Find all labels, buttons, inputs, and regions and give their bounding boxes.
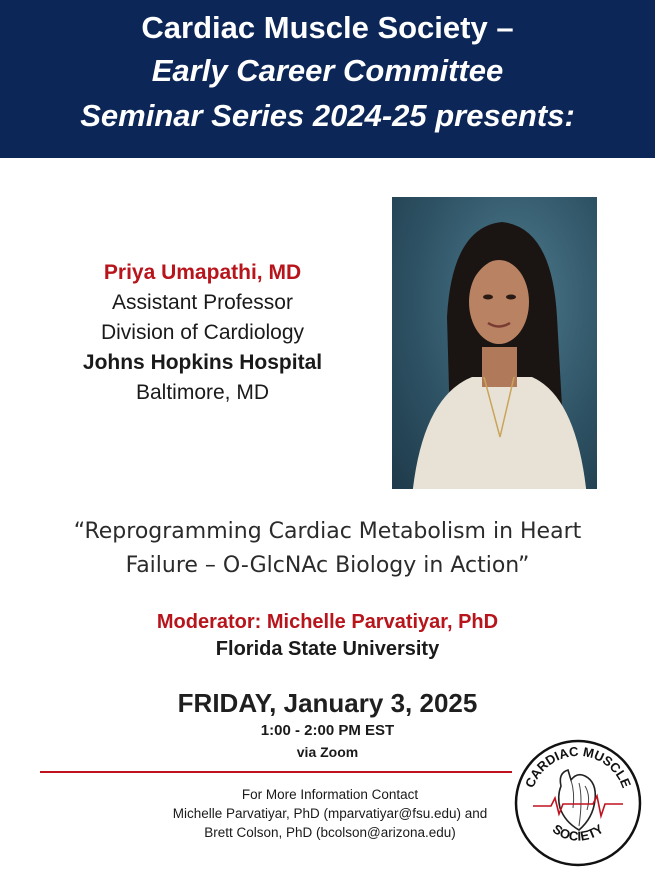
- speaker-division: Division of Cardiology: [100, 321, 305, 344]
- portrait-illustration: [392, 197, 597, 489]
- logo-bottom-text: SOCIETY: [549, 821, 607, 844]
- event-date: FRIDAY, January 3, 2025: [177, 688, 478, 718]
- header-line-3: Seminar Series 2024-25 presents:: [80, 98, 575, 133]
- speaker-photo: [392, 197, 597, 489]
- event-time: 1:00 - 2:00 PM EST: [260, 722, 395, 739]
- talk-title: [20, 515, 635, 583]
- speaker-position: Assistant Professor: [112, 291, 293, 314]
- header-line-2: Early Career Committee: [151, 53, 504, 88]
- talk-title-line-1: “Reprogramming Cardiac Metabolism in Heart: [73, 519, 582, 544]
- moderator-institution: Florida State University: [215, 638, 440, 660]
- contact-line-2: Brett Colson, PhD (bcolson@arizona.edu): [204, 825, 456, 840]
- speaker-info: [40, 258, 365, 408]
- speaker-location: Baltimore, MD: [135, 381, 270, 404]
- event-venue: via Zoom: [296, 744, 359, 760]
- header-banner: [0, 0, 655, 158]
- moderator-info: [0, 609, 655, 663]
- contact-heading: For More Information Contact: [241, 787, 419, 802]
- moderator-name: Moderator: Michelle Parvatiyar, PhD: [156, 611, 499, 633]
- speaker-name: Priya Umapathi, MD: [103, 261, 302, 284]
- contact-line-1: Michelle Parvatiyar, PhD (mparvatiyar@fsu.edu) and: [172, 806, 488, 821]
- talk-title-line-2: Failure – O-GlcNAc Biology in Action”: [125, 553, 530, 578]
- divider-rule: [40, 771, 512, 773]
- contact-info: [120, 785, 540, 842]
- society-logo: [513, 738, 643, 868]
- logo-top-text: CARDIAC MUSCLE: [521, 743, 635, 790]
- speaker-institution: Johns Hopkins Hospital: [82, 351, 323, 374]
- header-line-1: Cardiac Muscle Society –: [141, 10, 514, 45]
